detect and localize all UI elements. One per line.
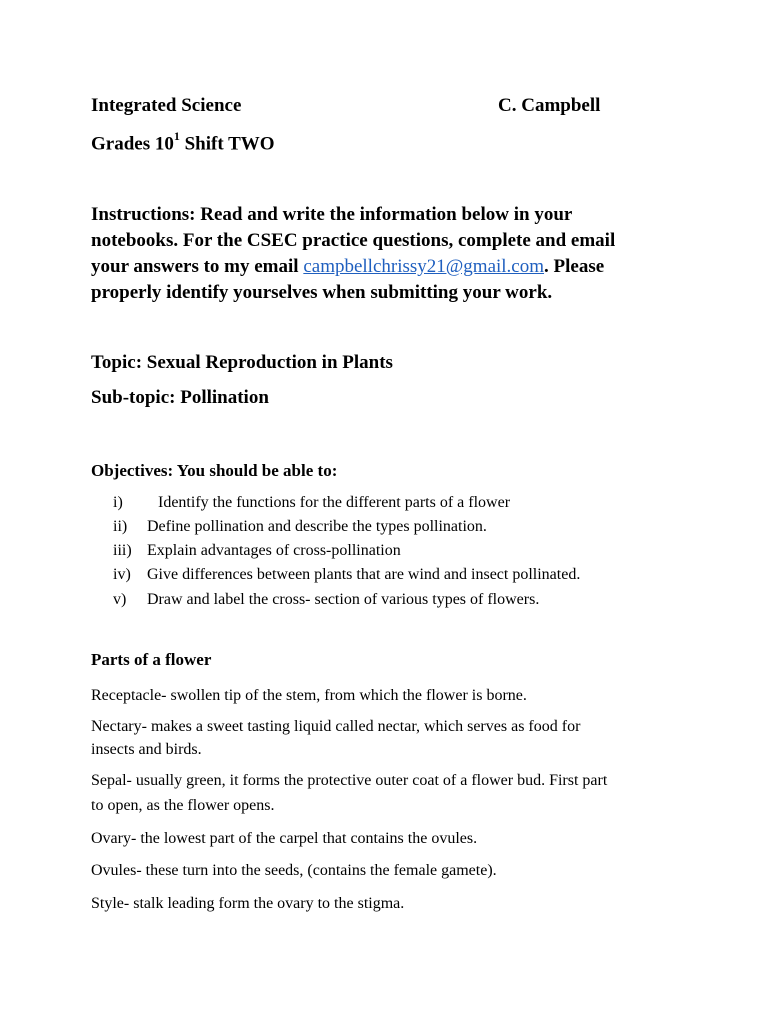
- objective-number: i): [113, 494, 123, 511]
- style-definition: Style- stalk leading form the ovary to the stigma.: [91, 895, 405, 912]
- grade-prefix: Grades 10: [91, 133, 174, 155]
- subject-title: Integrated Science: [91, 95, 242, 116]
- instructions-line-3-post: . Please: [544, 256, 605, 277]
- ovary-definition: Ovary- the lowest part of the carpel that contains the ovules.: [91, 830, 478, 847]
- objective-number: iii): [113, 542, 132, 559]
- receptacle-definition: Receptacle- swollen tip of the stem, from which the flower is borne.: [91, 687, 527, 704]
- teacher-name: C. Campbell: [498, 95, 601, 116]
- instructions-line-2: notebooks. For the CSEC practice questions, complete and email: [91, 230, 616, 251]
- instructions-line-3-pre: your answers to my email: [91, 256, 304, 277]
- objective-text: Define pollination and describe the types pollination.: [147, 518, 487, 535]
- email-link[interactable]: campbellchrissy21@gmail.com: [303, 256, 545, 277]
- subtopic-heading: Sub-topic: Pollination: [91, 387, 269, 408]
- nectary-definition-line-2: insects and birds.: [91, 741, 202, 758]
- nectary-definition-line-1: Nectary- makes a sweet tasting liquid called nectar, which serves as food for: [91, 718, 581, 735]
- instructions-line-4: properly identify yourselves when submitting your work.: [91, 282, 553, 303]
- objective-text: Give differences between plants that are wind and insect pollinated.: [147, 566, 581, 583]
- ovules-definition: Ovules- these turn into the seeds, (contains the female gamete).: [91, 862, 497, 879]
- objective-text: Identify the functions for the different parts of a flower: [158, 494, 511, 511]
- objective-number: v): [113, 591, 127, 608]
- objective-text: Explain advantages of cross-pollination: [147, 542, 401, 559]
- objective-number: iv): [113, 566, 131, 583]
- instructions-block: [91, 202, 691, 306]
- grade-suffix: Shift TWO: [179, 133, 275, 155]
- objectives-heading: Objectives: You should be able to:: [91, 461, 338, 480]
- objective-text: Draw and label the cross- section of various types of flowers.: [147, 591, 540, 608]
- grade-superscript: 1: [173, 129, 180, 143]
- topic-heading: Topic: Sexual Reproduction in Plants: [91, 352, 393, 373]
- objective-number: ii): [113, 518, 128, 535]
- sepal-definition-line-2: to open, as the flower opens.: [91, 797, 275, 814]
- sepal-definition-line-1: Sepal- usually green, it forms the protective outer coat of a flower bud. First part: [91, 772, 608, 789]
- grade-line: [91, 131, 275, 155]
- parts-heading: Parts of a flower: [91, 650, 212, 669]
- instructions-line-3: [91, 254, 691, 280]
- instructions-line-1: Instructions: Read and write the information below in your: [91, 204, 573, 225]
